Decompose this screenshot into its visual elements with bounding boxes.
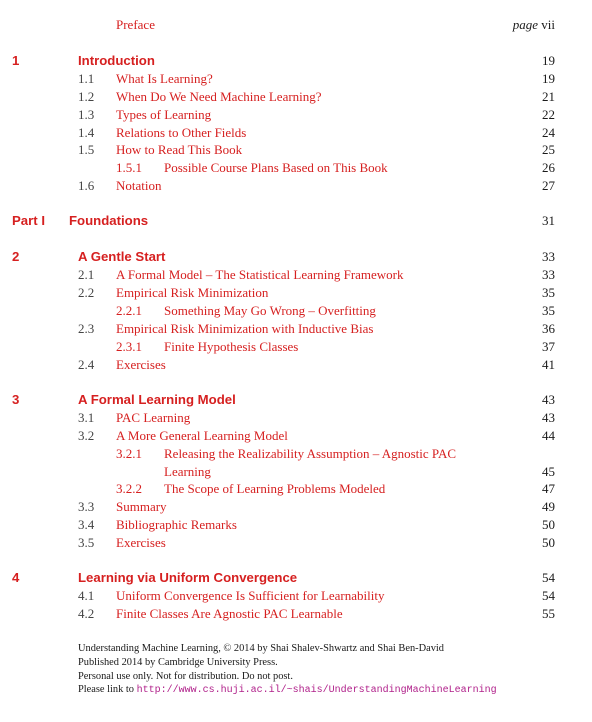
preface-title[interactable]: Preface [116,17,155,32]
toc-section-number[interactable]: 4.2 [78,606,95,621]
toc-page-number: 44 [542,428,555,443]
toc-section-title[interactable]: Empirical Risk Minimization with Inductive Bias [116,321,374,336]
toc-chapter-number[interactable]: 2 [12,249,20,264]
toc-section-title[interactable]: Exercises [116,357,166,372]
toc-section-number[interactable]: 1.2 [78,89,95,104]
toc-page-number: 55 [542,606,555,621]
toc-page-number: 22 [542,107,555,122]
toc-section-title[interactable]: Summary [116,499,167,514]
toc-page-number: 50 [542,517,555,532]
toc-section-entry[interactable] [0,534,592,552]
toc-section-title[interactable]: What Is Learning? [116,71,213,86]
toc-subsection-title[interactable]: The Scope of Learning Problems Modeled [164,481,386,496]
toc-section-entry[interactable] [0,177,592,195]
toc-section-number[interactable]: 1.4 [78,125,95,140]
footer-link[interactable]: http://www.cs.huji.ac.il/~shais/UnderstandingMachineLearning [136,685,497,697]
toc-section-number[interactable]: 3.4 [78,517,95,532]
toc-section-number[interactable]: 1.3 [78,107,95,122]
toc-page-number: 26 [542,160,555,175]
toc-section-entry[interactable] [0,356,592,374]
footer-line-1: Understanding Machine Learning, © 2014 by Shai Shalev-Shwartz and Shai Ben-David [78,643,445,654]
toc-chapter-number[interactable]: 4 [12,570,20,585]
toc-page-number: 27 [542,178,555,193]
toc-section-number[interactable]: 2.2 [78,285,95,300]
toc-section-title[interactable]: Uniform Convergence Is Sufficient for Learnability [116,588,385,603]
toc-section-number[interactable]: 4.1 [78,588,95,603]
toc-page-number: 49 [542,499,555,514]
toc-subsection-title[interactable]: Finite Hypothesis Classes [164,339,299,354]
toc-section-number[interactable]: 3.3 [78,499,95,514]
toc-section-title[interactable]: Notation [116,178,162,193]
toc-page-number: 21 [542,89,555,104]
toc-page-number: 31 [542,213,555,228]
toc-section-entry[interactable] [0,320,592,338]
toc-page-number: 35 [542,285,555,300]
toc-section-title[interactable]: Empirical Risk Minimization [116,285,269,300]
footer-line-4 [78,683,497,698]
toc-section-title[interactable]: Relations to Other Fields [116,125,247,140]
toc-section-title[interactable]: Finite Classes Are Agnostic PAC Learnable [116,606,343,621]
toc-section-number[interactable]: 3.5 [78,535,95,550]
toc-page-number: 45 [542,464,555,479]
toc-subsection-entry[interactable] [0,338,592,356]
toc-section-entry[interactable] [0,498,592,516]
toc-page-number: 37 [542,339,555,354]
toc-page-number: 33 [542,267,555,282]
preface-entry[interactable] [0,16,592,34]
footer-link-prefix: Please link to [78,684,137,696]
toc-subsection-number[interactable]: 3.2.1 [116,446,142,461]
toc-chapter-entry[interactable] [0,248,592,266]
toc-subsection-title[interactable]: Something May Go Wrong – Overfitting [164,303,376,318]
preface-page-number: vii [541,17,555,32]
toc-chapter-title[interactable]: A Gentle Start [78,249,166,264]
toc-subsection-title-continued[interactable]: Learning [164,464,211,479]
toc-section-number[interactable]: 3.1 [78,410,95,425]
toc-section-number[interactable]: 3.2 [78,428,95,443]
toc-section-title[interactable]: PAC Learning [116,410,191,425]
toc-section-entry[interactable] [0,284,592,302]
toc-page-number: 19 [542,71,555,86]
toc-page-number: 41 [542,357,555,372]
preface-page [513,16,555,34]
toc-section-entry[interactable] [0,141,592,159]
toc-page-number: 50 [542,535,555,550]
toc-section-entry[interactable] [0,106,592,124]
toc-section-entry[interactable] [0,605,592,623]
toc-subsection-entry[interactable] [0,159,592,177]
toc-chapter-title[interactable]: Learning via Uniform Convergence [78,570,298,585]
toc-subsection-number[interactable]: 2.2.1 [116,303,142,318]
toc-subsection-entry[interactable] [0,302,592,320]
toc-section-entry[interactable] [0,516,592,534]
toc-section-number[interactable]: 1.5 [78,142,95,157]
toc-chapter-number[interactable]: 3 [12,392,20,407]
toc-chapter-number[interactable]: 1 [12,53,20,68]
toc-page-number: 43 [542,410,555,425]
toc-section-entry[interactable] [0,88,592,106]
toc-page-number: 25 [542,142,555,157]
toc-part-title[interactable]: Foundations [69,213,149,228]
toc-section-entry[interactable] [0,409,592,427]
toc-page-number: 54 [542,588,555,603]
toc-subsection-entry[interactable] [0,480,592,498]
toc-section-title[interactable]: Exercises [116,535,166,550]
toc-chapter-entry[interactable] [0,569,592,587]
toc-part-entry[interactable] [0,212,592,230]
toc-page-number: 54 [542,570,555,585]
toc-chapter-title[interactable]: Introduction [78,53,155,68]
toc-section-title[interactable]: Types of Learning [116,107,212,122]
toc-subsection-number[interactable]: 3.2.2 [116,481,142,496]
toc-page-number: 33 [542,249,555,264]
footer-line-3: Personal use only. Not for distribution. Do not post. [78,670,293,682]
toc-chapter-entry[interactable] [0,391,592,409]
toc-section-entry[interactable] [0,266,592,284]
toc-section-title[interactable]: A More General Learning Model [116,428,288,443]
toc-page-number: 43 [542,392,555,407]
toc-section-number[interactable]: 2.3 [78,321,95,336]
toc-section-number[interactable]: 1.1 [78,71,95,86]
toc-section-entry[interactable] [0,587,592,605]
toc-section-entry[interactable] [0,427,592,445]
toc-section-entry[interactable] [0,70,592,88]
toc-subsection-entry[interactable] [0,445,592,463]
toc-section-entry[interactable] [0,124,592,142]
toc-section-number[interactable]: 2.4 [78,357,95,372]
toc-part-number[interactable]: Part I [12,213,45,228]
toc-section-title[interactable]: A Formal Model – The Statistical Learning Framework [116,267,404,282]
copyright-footer [78,642,497,698]
toc-subsection-title[interactable]: Possible Course Plans Based on This Book [164,160,388,175]
toc-subsection-number[interactable]: 1.5.1 [116,160,142,175]
toc-section-number[interactable]: 2.1 [78,267,95,282]
toc-chapter-title[interactable]: A Formal Learning Model [78,392,236,407]
toc-page-number: 47 [542,481,555,496]
toc-subsection-number[interactable]: 2.3.1 [116,339,142,354]
toc-page-number: 36 [542,321,555,336]
toc-section-title[interactable]: Bibliographic Remarks [116,517,237,532]
toc-subsection-entry-continued[interactable] [0,463,592,481]
toc-chapter-entry[interactable] [0,52,592,70]
footer-line-2: Published 2014 by Cambridge University Press. [78,656,278,668]
toc-section-number[interactable]: 1.6 [78,178,95,193]
toc-section-title[interactable]: How to Read This Book [116,142,243,157]
toc-subsection-title[interactable]: Releasing the Realizability Assumption – Agnostic PAC [164,446,457,461]
preface-page-prefix: page [512,17,539,32]
toc-page-number: 24 [542,125,555,140]
toc-page-number: 19 [542,53,555,68]
toc-section-title[interactable]: When Do We Need Machine Learning? [116,89,322,104]
toc-page-number: 35 [542,303,555,318]
